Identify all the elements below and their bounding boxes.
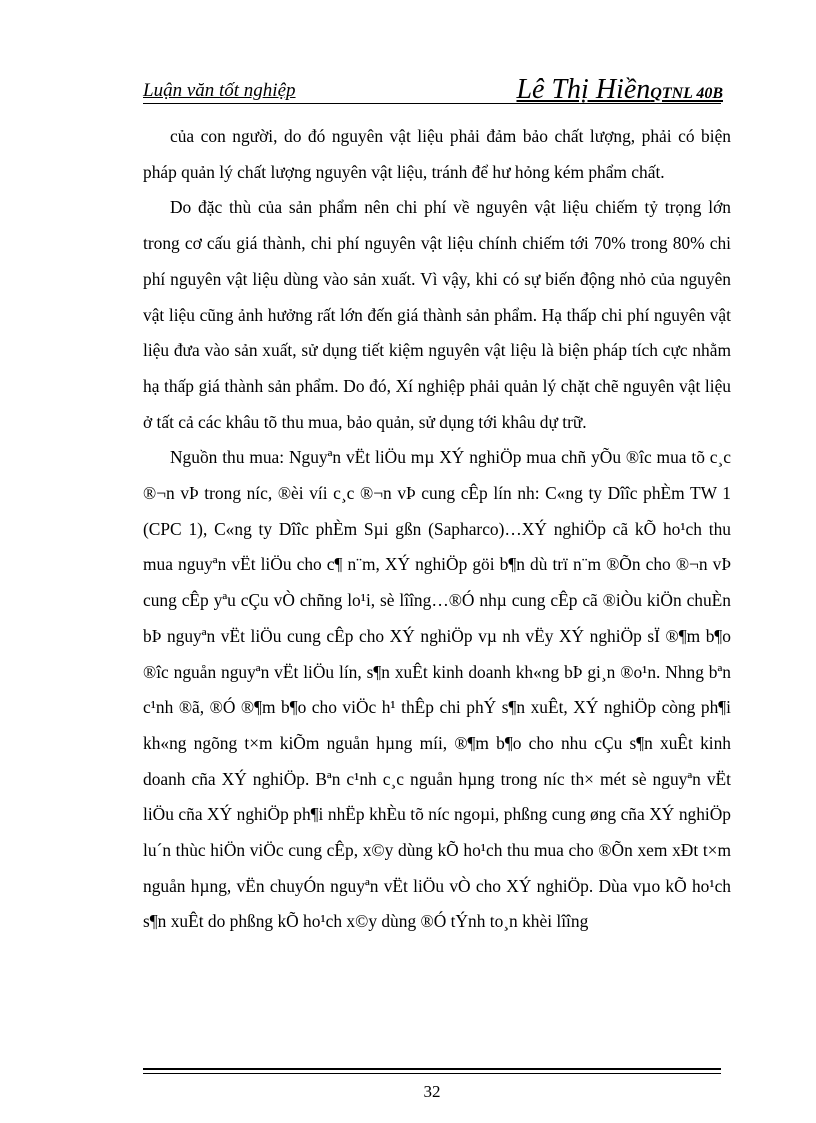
header-class-code: QTNL 40B — [650, 85, 723, 102]
paragraph-1: của con người, do đó nguyên vật liệu phải đảm bảo chất lượng, phải có biện pháp quản lý chất lượng nguyên vật liệu, tránh để hư hỏng kém phẩm chất. — [143, 126, 731, 182]
paragraph-3: Nguồn thu mua: Nguyªn vËt liÖu mµ XÝ nghiÖp mua chñ yÕu ®îc mua tõ c¸c ®¬n vÞ trong níc, ®èi víi c¸c ®¬n vÞ cung cÊp lín nh: C«ng ty Dîîc phÈm TW 1 (CPC 1), C«ng ty Dîîc phÈm Sµi gßn (Sapharco)…XÝ nghiÖp cã kÕ ho¹ch thu mua nguyªn vËt liÖu cho c¶ n¨m, XÝ nghiÖp göi b¶n dù trï n¨m ®Õn cho ®¬n vÞ cung cÊp yªu cÇu vÒ chñng lo¹i, sè lîîng…®Ó nhµ cung cÊp cã ®iÒu kiÖn chuÈn bÞ nguyªn vËt liÖu cung cÊp cho XÝ nghiÖp vµ nh vËy XÝ nghiÖp sÏ ®¶m b¶o ®îc nguån nguyªn vËt liÖu lín, s¶n xuÊt kinh doanh kh«ng bÞ gi¸n ®o¹n. Nhng bªn c¹nh ®ã, ®Ó ®¶m b¶o cho viÖc h¹ thÊp chi phÝ s¶n xuÊt, XÝ nghiÖp còng ph¶i kh«ng ngõng t×m kiÕm nguån hµng míi, ®¶m b¶o cho nhu cÇu s¶n xuÊt kinh doanh cña XÝ nghiÖp. Bªn c¹nh c¸c nguån hµng trong níc th× mét sè nguyªn vËt liÖu cña XÝ nghiÖp ph¶i nhËp khÈu tõ níc ngoµi, phßng cung øng cña XÝ nghiÖp lu´n thùc hiÖn viÖc cung cÊp, x©y dùng kÕ ho¹ch thu mua cho ®Õn xem xÐt t×m nguån hµng, vËn chuyÓn nguyªn vËt liÖu vÒ cho XÝ nghiÖp. Dùa vµo kÕ ho¹ch s¶n xuÊt do phßng kÕ ho¹ch x©y dùng ®Ó tÝnh to¸n khèi lîîng — [143, 447, 731, 932]
header-title: Luận văn tốt nghiệp — [143, 80, 296, 101]
footer-rule-bottom — [143, 1073, 721, 1074]
header-rule — [143, 103, 721, 104]
header-author: Lê Thị Hiền — [516, 74, 651, 105]
header-author-block — [516, 74, 723, 106]
body-text — [143, 119, 731, 940]
page-number: 32 — [423, 1082, 441, 1101]
page-header — [143, 74, 723, 104]
footer-rule-top — [143, 1068, 721, 1070]
paragraph-2: Do đặc thù của sản phẩm nên chi phí về nguyên vật liệu chiếm tỷ trọng lớn trong cơ cấu giá thành, chi phí nguyên vật liệu chính chiếm tới 70% trong 80% chi phí nguyên vật liệu dùng vào sản xuất. Vì vậy, khi có sự biến động nhỏ của nguyên vật liệu cũng ảnh hưởng rất lớn đến giá thành sản phẩm. Hạ thấp chi phí nguyên vật liệu đưa vào sản xuất, sử dụng tiết kiệm nguyên vật liệu là biện pháp tích cực nhằm hạ thấp giá thành sản phẩm. Do đó, Xí nghiệp phải quản lý chặt chẽ nguyên vật liệu ở tất cả các khâu tõ thu mua, bảo quản, sử dụng tới khâu dự trữ. — [143, 197, 731, 432]
